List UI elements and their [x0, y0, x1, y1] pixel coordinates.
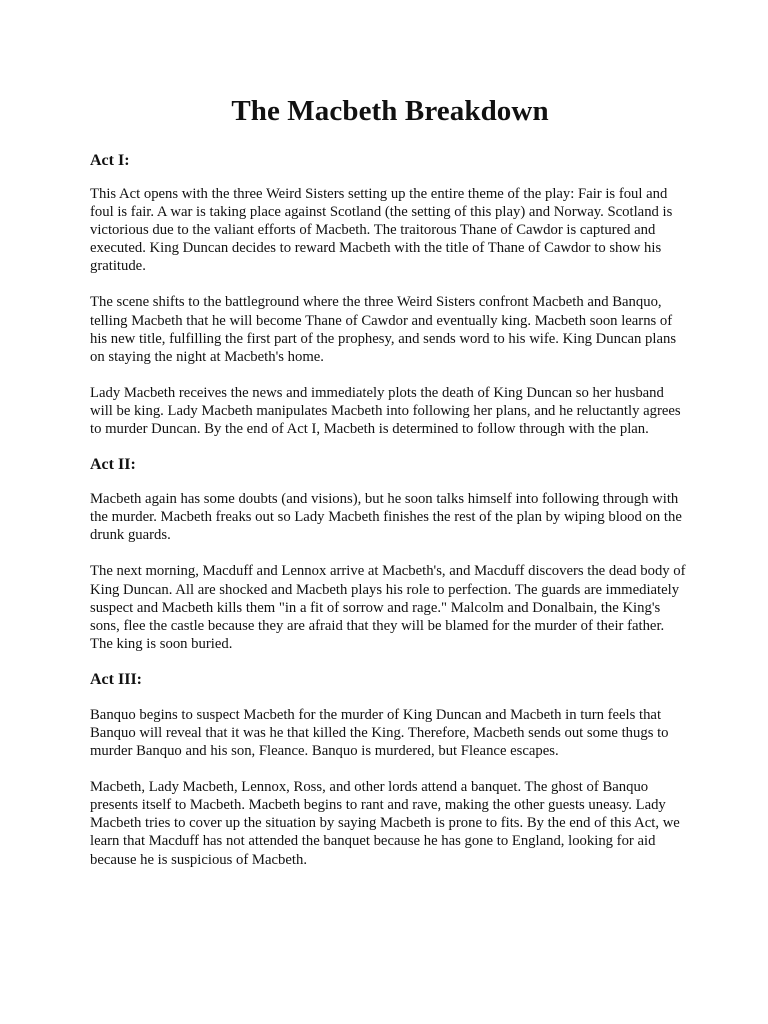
paragraph: Banquo begins to suspect Macbeth for the murder of King Duncan and Macbeth in turn feels that Banquo will reveal that it was he that killed the King. Therefore, Macbeth sends out some thugs to murder Banquo and his son, Fleance. Banquo is murdered, but Fleance escapes. [90, 706, 669, 760]
section-act-2 [90, 455, 690, 653]
section-heading: Act II: [90, 456, 136, 474]
paragraph: This Act opens with the three Weird Sisters setting up the entire theme of the play: Fair is foul and foul is fair. A war is taking place against Scotland (the setting of this play) and Norway. Scotland is victorious due to the valiant efforts of Macbeth. The traitorous Thane of Cawdor is captured and executed. King Duncan decides to reward Macbeth with the title of Thane of Cawdor to show his gratitude. [90, 186, 673, 275]
document-title: The Macbeth Breakdown [231, 95, 549, 127]
section-heading: Act I: [90, 152, 130, 169]
section-act-1 [90, 151, 690, 438]
paragraph: The scene shifts to the battleground where the three Weird Sisters confront Macbeth and Banquo, telling Macbeth that he will become Thane of Cawdor and eventually king. Macbeth soon learns of his new title, fulfilling the first part of the prophesy, and sends word to his wife. King Duncan plans on staying the night at Macbeth's home. [90, 294, 677, 365]
paragraph: Macbeth again has some doubts (and visions), but he soon talks himself into following through with the murder. Macbeth freaks out so Lady Macbeth finishes the rest of the plan by wiping blood on the drunk guards. [90, 491, 682, 544]
paragraph: Macbeth, Lady Macbeth, Lennox, Ross, and other lords attend a banquet. The ghost of Banquo presents itself to Macbeth. Macbeth begins to rant and rave, making the other guests uneasy. Lady Macbeth tries to cover up the situation by saying Macbeth is prone to fits. By the end of this Act, we learn that Macduff has not attended the banquet because he has gone to England, looking for aid because he is suspicious of Macbeth. [90, 779, 680, 868]
section-heading: Act III: [90, 670, 142, 688]
document-page [90, 93, 690, 869]
paragraph: The next morning, Macduff and Lennox arrive at Macbeth's, and Macduff discovers the dead body of King Duncan. All are shocked and Macbeth plays his role to perfection. The guards are immediately suspect and Macbeth kills them "in a fit of sorrow and rage." Malcolm and Donalbain, the King's sons, flee the castle because they are afraid that they will be blamed for the murder of their father. The king is soon buried. [90, 563, 686, 652]
section-act-3 [90, 670, 690, 869]
paragraph: Lady Macbeth receives the news and immediately plots the death of King Duncan so her husband will be king. Lady Macbeth manipulates Macbeth into following her plans, and he reluctantly agrees to murder Duncan. By the end of Act I, Macbeth is determined to follow through with the plan. [90, 384, 681, 438]
